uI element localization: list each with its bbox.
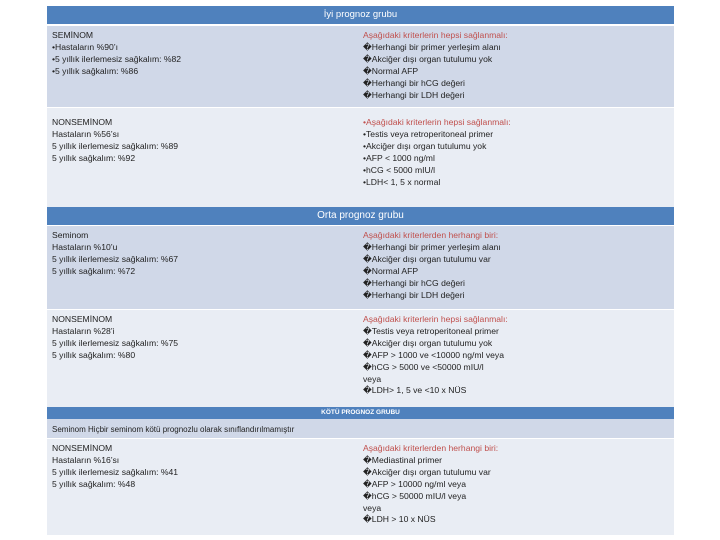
criteria-item: veya — [363, 373, 382, 384]
criteria-item: �Akciğer dışı organ tutulumu yok — [363, 337, 493, 348]
good-seminoma-stats — [52, 30, 352, 78]
stat-line: 5 yıllık ilerlemesiz sağkalım: %41 — [52, 466, 179, 477]
criteria-item: �Herhangi bir LDH değeri — [363, 289, 465, 300]
intermediate-seminoma-criteria — [363, 230, 668, 301]
stat-line: •5 yıllık ilerlemesiz sağkalım: %82 — [52, 53, 182, 64]
intermediate-prognosis-header: Orta prognoz grubu — [47, 207, 674, 226]
criteria-item: �LDH > 10 x NÜS — [363, 514, 436, 525]
stat-line: SEMİNOM — [52, 30, 94, 40]
criteria-item: •AFP < 1000 ng/ml — [363, 152, 435, 163]
criteria-item: �AFP > 1000 ve <10000 ng/ml veya — [363, 349, 504, 360]
stat-line: •Hastaların %90’ı — [52, 41, 119, 52]
stat-line: Hastaların %10’u — [52, 241, 118, 252]
criteria-item: �Herhangi bir LDH değeri — [363, 89, 465, 100]
criteria-item: �Herhangi bir hCG değeri — [363, 277, 465, 288]
stat-line: 5 yıllık sağkalım: %92 — [52, 152, 136, 163]
intermediate-seminoma-row — [47, 225, 674, 309]
good-seminoma-criteria — [363, 30, 668, 101]
criteria-item: �Akciğer dışı organ tutulumu var — [363, 253, 491, 264]
criteria-item: �AFP > 10000 ng/ml veya — [363, 478, 467, 489]
criteria-item: �Mediastinal primer — [363, 454, 443, 465]
good-nonseminoma-row — [47, 107, 674, 207]
criteria-item: •hCG < 5000 mIU/l — [363, 164, 436, 175]
stat-line: NONSEMİNOM — [52, 117, 113, 127]
criteria-item: •Testis veya retroperitoneal primer — [363, 128, 494, 139]
poor-seminoma-note: Seminom Hiçbir seminom kötü prognozlu olarak sınıflandırılmamıştır — [52, 425, 295, 434]
criteria-item: �Normal AFP — [363, 265, 419, 276]
criteria-item: �Normal AFP — [363, 65, 419, 76]
stat-line: Seminom — [52, 230, 89, 240]
criteria-item: �hCG > 50000 mIU/l veya — [363, 490, 467, 501]
poor-prognosis-header: KÖTÜ PROGNOZ GRUBU — [47, 407, 674, 420]
criteria-title: •Aşağıdaki kriterlerin hepsi sağlanmalı: — [363, 117, 511, 127]
stat-line: NONSEMİNOM — [52, 443, 113, 453]
criteria-item: •LDH< 1, 5 x normal — [363, 176, 441, 187]
stat-line: Hastaların %16’sı — [52, 454, 120, 465]
stat-line: •5 yıllık sağkalım: %86 — [52, 65, 139, 76]
criteria-item: veya — [363, 502, 382, 513]
criteria-item: �Akciğer dışı organ tutulumu var — [363, 466, 491, 477]
good-nonseminoma-stats — [52, 117, 352, 165]
good-seminoma-row — [47, 25, 674, 107]
stat-line: 5 yıllık ilerlemesiz sağkalım: %75 — [52, 337, 179, 348]
criteria-title: Aşağıdaki kriterlerden herhangi biri: — [363, 443, 499, 453]
poor-seminoma-row — [47, 419, 674, 438]
criteria-item: •Akciğer dışı organ tutulumu yok — [363, 140, 487, 151]
criteria-title: Aşağıdaki kriterlerin hepsi sağlanmalı: — [363, 30, 508, 40]
poor-nonseminoma-criteria — [363, 443, 668, 526]
criteria-item: �Testis veya retroperitoneal primer — [363, 325, 499, 336]
intermediate-nonseminoma-criteria — [363, 314, 668, 397]
poor-nonseminoma-stats — [52, 443, 352, 491]
criteria-item: �Akciğer dışı organ tutulumu yok — [363, 53, 493, 64]
criteria-item: �LDH> 1, 5 ve <10 x NÜS — [363, 385, 467, 396]
poor-nonseminoma-row — [47, 438, 674, 535]
stat-line: Hastaların %56’sı — [52, 128, 120, 139]
criteria-item: �Herhangi bir primer yerleşim alanı — [363, 41, 501, 52]
criteria-title: Aşağıdaki kriterlerin hepsi sağlanmalı: — [363, 314, 508, 324]
criteria-item: �hCG > 5000 ve <50000 mIU/l — [363, 361, 484, 372]
stat-line: 5 yıllık sağkalım: %72 — [52, 265, 136, 276]
stat-line: 5 yıllık sağkalım: %48 — [52, 478, 136, 489]
stat-line: Hastaların %28’i — [52, 325, 115, 336]
good-prognosis-header: İyi prognoz grubu — [47, 6, 674, 25]
good-nonseminoma-criteria — [363, 117, 668, 188]
stat-line: NONSEMİNOM — [52, 314, 113, 324]
criteria-title: Aşağıdaki kriterlerden herhangi biri: — [363, 230, 499, 240]
criteria-item: �Herhangi bir primer yerleşim alanı — [363, 241, 501, 252]
stat-line: 5 yıllık sağkalım: %80 — [52, 349, 136, 360]
intermediate-nonseminoma-stats — [52, 314, 352, 362]
stat-line: 5 yıllık ilerlemesiz sağkalım: %67 — [52, 253, 179, 264]
intermediate-nonseminoma-row — [47, 309, 674, 407]
intermediate-seminoma-stats — [52, 230, 352, 278]
criteria-item: �Herhangi bir hCG değeri — [363, 77, 465, 88]
stat-line: 5 yıllık ilerlemesiz sağkalım: %89 — [52, 140, 179, 151]
